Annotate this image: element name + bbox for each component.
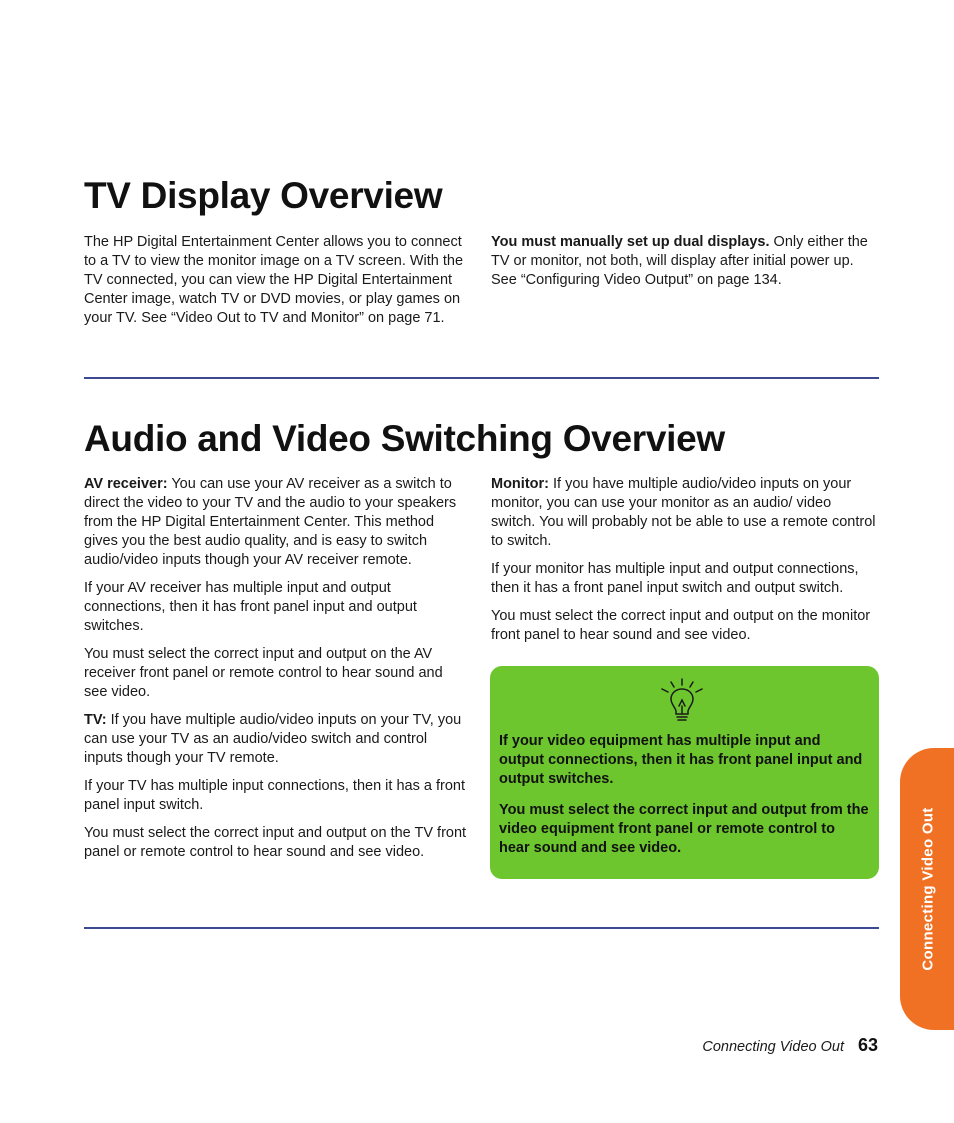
monitor-paragraph-3: You must select the correct input and output on the monitor front panel to hear sound and see video. [491,608,871,643]
av-receiver-text: You can use your AV receiver as a switch to direct the video to your TV and the audio to your speakers from the HP Digital Entertainment Center. This method gives you the best audio quality, and is easy to switch audio/video inputs though your AV receiver remote. [84,476,457,568]
dual-display-bold: You must manually set up dual displays. [491,234,770,250]
dual-display-text: Only either the TV or monitor, not both, will display after initial power up. See “Configuring Video Output” on page 134. [491,234,868,288]
page-footer [702,1035,878,1056]
section-divider-bottom [84,927,879,929]
lightbulb-icon [659,676,705,724]
monitor-label: Monitor: [491,476,549,492]
page-number: 63 [857,1035,878,1055]
tv-text: If you have multiple audio/video inputs on your TV, you can use your TV as an audio/video switch and control inputs though your TV remote. [84,712,462,766]
section-heading-tv-display: TV Display Overview [84,175,443,216]
av-receiver-paragraph-2: If your AV receiver has multiple input and output connections, then it has front panel input and output switches. [84,580,417,634]
tv-display-right-column [491,233,879,299]
av-switching-left-column [84,475,468,871]
chapter-side-tab-label: Connecting Video Out [919,807,937,971]
av-receiver-paragraph-3: You must select the correct input and output on the AV receiver front panel or remote control to hear sound and see video. [84,646,443,700]
dual-display-note [491,233,879,290]
tv-paragraph-3: You must select the correct input and output on the TV front panel or remote control to hear sound and see video. [84,825,467,860]
monitor-text: If you have multiple audio/video inputs on your monitor, you can use your monitor as an audio/ video switch. You will probably not be able to use a remote control to switch. [491,476,876,549]
tv-paragraph [84,711,468,768]
footer-section-title: Connecting Video Out [702,1039,844,1055]
monitor-paragraph-2: If your monitor has multiple input and output connections, then it has a front panel input switch and output switch. [491,561,859,596]
monitor-paragraph [491,475,879,551]
tv-label: TV: [84,712,107,728]
section-divider [84,377,879,379]
tv-display-paragraph: The HP Digital Entertainment Center allows you to connect to a TV to view the monitor image on a TV screen. With the TV connected, you can view the HP Digital Entertainment Center image, watch TV or DVD movies, or play games on your TV. See “Video Out to TV and Monitor” on page 71. [84,234,464,326]
section-heading-av-switching: Audio and Video Switching Overview [84,418,725,459]
av-receiver-paragraph [84,475,468,570]
tv-display-left-column [84,233,469,337]
av-switching-right-column [491,475,879,654]
tv-paragraph-2: If your TV has multiple input connections, then it has a front panel input switch. [84,778,465,813]
tip-paragraph-1: If your video equipment has multiple input and output connections, then it has front panel input and output switches. [499,733,863,787]
av-receiver-label: AV receiver: [84,476,168,492]
tip-paragraph-2: You must select the correct input and output from the video equipment front panel or remote control to hear sound and see video. [499,802,869,856]
